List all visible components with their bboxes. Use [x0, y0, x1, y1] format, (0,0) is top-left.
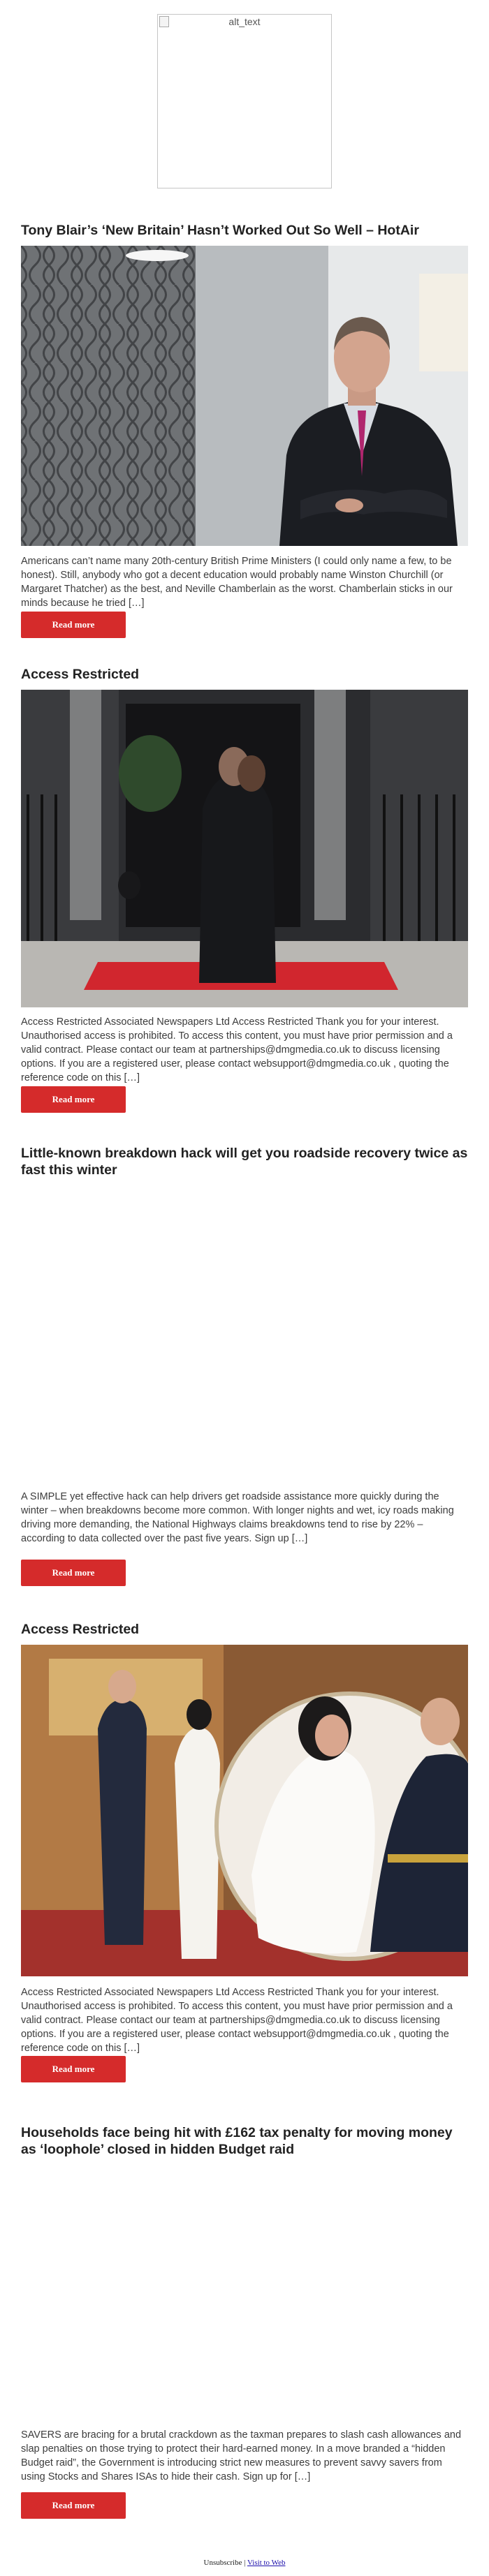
- read-more-button[interactable]: Read more: [21, 1086, 126, 1113]
- article-title[interactable]: Households face being hit with £162 tax penalty for moving money as ‘loophole’ closed in hidden Budget raid: [21, 2125, 453, 2157]
- article-image[interactable]: [21, 246, 468, 546]
- visit-web-link[interactable]: Visit to Web: [247, 2559, 286, 2567]
- article-excerpt: A SIMPLE yet effective hack can help drivers get roadside assistance more quickly during the winter – when breakdowns become more common. With longer nights and wet, icy roads making driving more demanding, the National Highways claims breakdowns tend to rise by 22% – according to data collected over the past five years. Sign up […]: [21, 1491, 454, 1544]
- article-title[interactable]: Access Restricted: [21, 1622, 140, 1637]
- article-excerpt: Access Restricted Associated Newspapers Ltd Access Restricted Thank you for your interest. Unauthorised access is prohibited. To access this content, you must have prior permission and a valid contract. Please contact our team at partnerships@dmgmedia.co.uk to discuss licensing options. If you are a registered user, please contact websupport@dmgmedia.co.uk , quoting the reference code on this […]: [21, 1016, 453, 1083]
- read-more-button[interactable]: Read more: [21, 612, 126, 638]
- footer-separator: |: [242, 2559, 248, 2567]
- article-card: [21, 222, 468, 630]
- logo-alt-text: alt_text: [228, 16, 261, 27]
- article-card: [21, 1145, 468, 1578]
- read-more-button[interactable]: Read more: [21, 2492, 126, 2519]
- article-excerpt: Access Restricted Associated Newspapers Ltd Access Restricted Thank you for your interest. Unauthorised access is prohibited. To access this content, you must have prior permission and a valid contract. Please contact our team at partnerships@dmgmedia.co.uk to discuss licensing options. If you are a registered user, please contact websupport@dmgmedia.co.uk , quoting the reference code on this […]: [21, 1987, 453, 2054]
- unsubscribe-link[interactable]: Unsubscribe: [203, 2559, 242, 2567]
- logo-image: [157, 14, 332, 188]
- article-title[interactable]: Little-known breakdown hack will get you roadside recovery twice as fast this winter: [21, 1146, 468, 1178]
- article-title[interactable]: Tony Blair’s ‘New Britain’ Hasn’t Worked Out So Well – HotAir: [21, 223, 419, 238]
- article-image-placeholder[interactable]: [21, 1185, 468, 1444]
- read-more-button[interactable]: Read more: [21, 1560, 126, 1586]
- article-excerpt: Americans can’t name many 20th-century British Prime Ministers (I could only name a few, to be honest). Still, anybody who got a decent education would probably name Winston Churchill (or Margaret Thatcher) as the best, and Neville Chamberlain as the worst. Chamberlain sticks in our minds because he tried […]: [21, 556, 453, 609]
- article-image-placeholder[interactable]: [21, 2165, 468, 2423]
- article-card: [21, 2124, 468, 2510]
- article-card: [21, 666, 468, 1104]
- article-excerpt: SAVERS are bracing for a brutal crackdown as the taxman prepares to slash cash allowances and slap penalties on those trying to protect their hard-earned money. In a move branded a “hidden Budget raid”, the Government is introducing strict new measures to prevent savvy savers from using Stocks and Shares ISAs to hide their cash. Sign up for […]: [21, 2429, 462, 2482]
- article-card: [21, 1621, 468, 2074]
- read-more-button[interactable]: Read more: [21, 2056, 126, 2082]
- article-image[interactable]: [21, 690, 468, 1007]
- article-title[interactable]: Access Restricted: [21, 667, 140, 682]
- article-image[interactable]: [21, 1645, 468, 1976]
- footer: [0, 2559, 489, 2567]
